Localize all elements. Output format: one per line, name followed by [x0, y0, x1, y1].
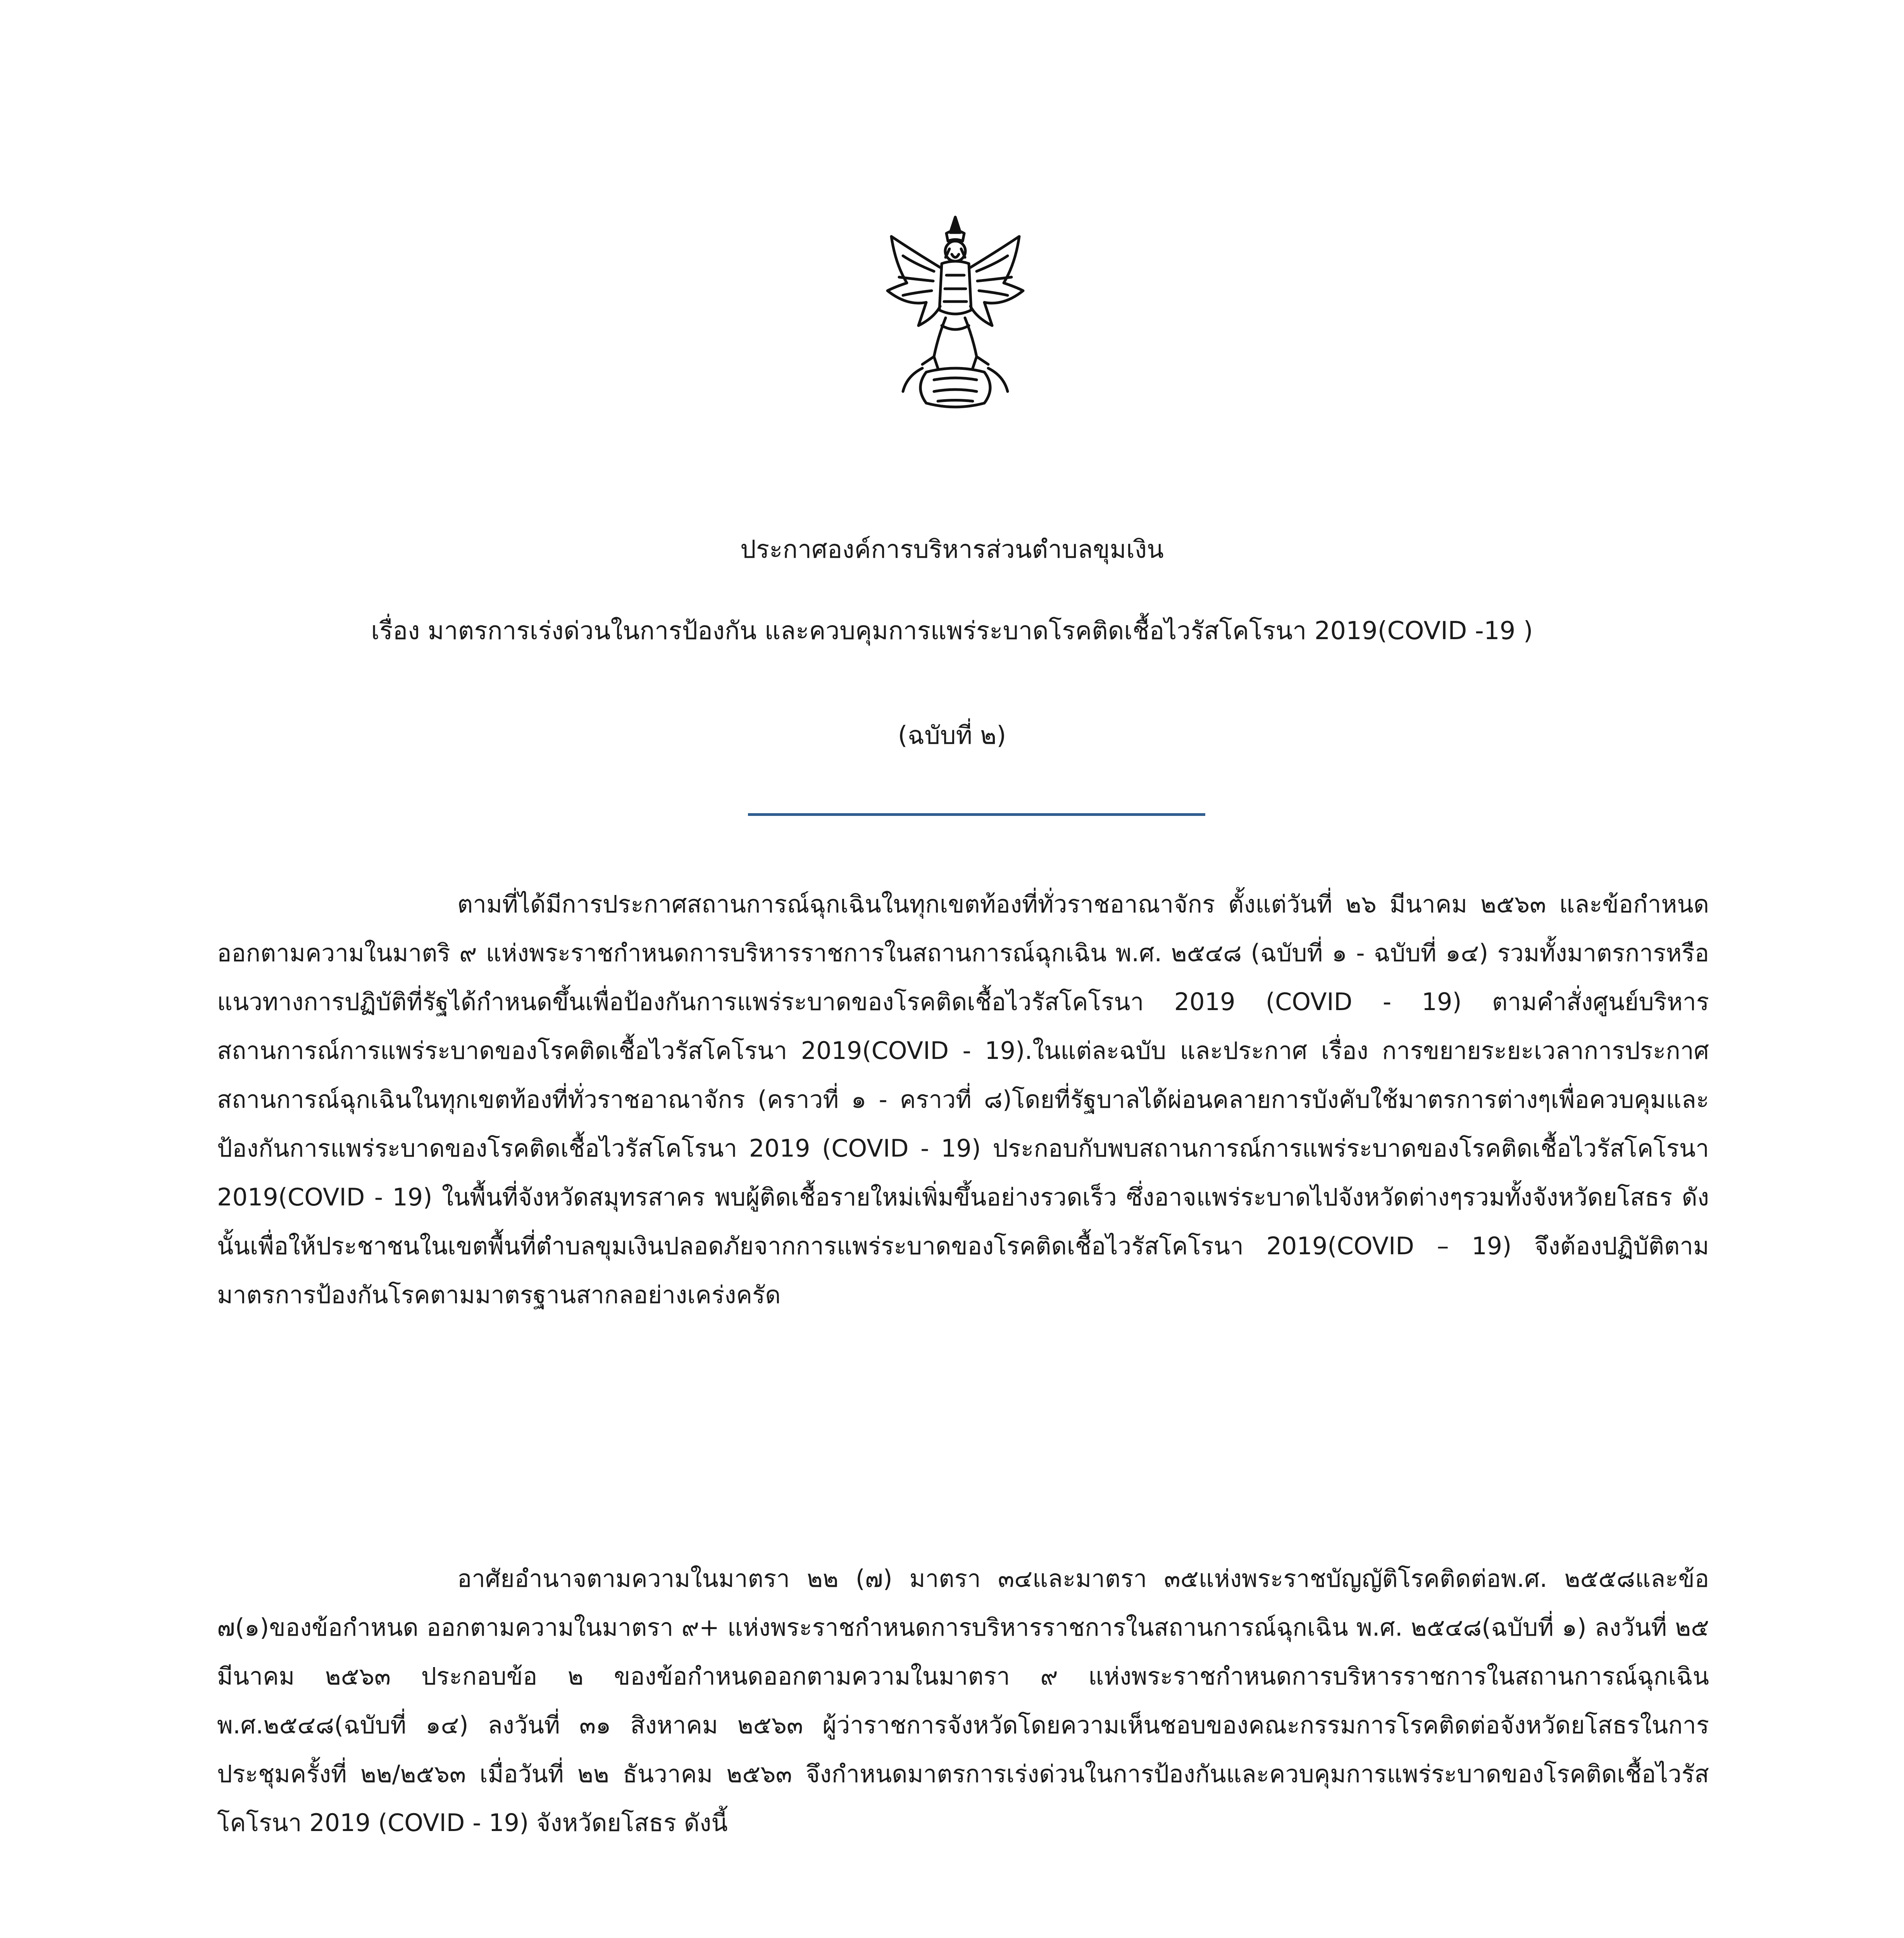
announcement-subject: เรื่อง มาตรการเร่งด่วนในการป้องกัน และควบคุมการแพร่ระบาดโรคติดเชื้อไวรัสโคโรนา 2019(COVID -19 ) [371, 617, 1533, 645]
announcement-edition: (ฉบับที่ ๒) [898, 721, 1006, 750]
title-divider [748, 813, 1205, 816]
paragraph-background: ตามที่ได้มีการประกาศสถานการณ์ฉุกเฉินในทุกเขตท้องที่ทั่วราชอาณาจักร ตั้งแต่วันที่ ๒๖ มีนาคม ๒๕๖๓ และข้อกำหนด ออกตามความในมาตริ ๙ แห่งพระราชกำหนดการบริหารราชการในสถานการณ์ฉุกเฉิน พ.ศ. ๒๕๔๘ (ฉบับที่ ๑ - ฉบับที่ ๑๔) รวมทั้งมาตรการหรือแนวทางการปฏิบัติที่รัฐได้กำหนดขึ้นเพื่อป้องกันการแพร่ระบาดของโรคติดเชื้อไวรัสโคโรนา 2019 (COVID - 19) ตามคำสั่งศูนย์บริหารสถานการณ์การแพร่ระบาดของโรคติดเชื้อไวรัสโคโรนา 2019(COVID - 19).ในแต่ละฉบับ และประกาศ เรื่อง การขยายระยะเวลาการประกาศสถานการณ์ฉุกเฉินในทุกเขตท้องที่ทั่วราชอาณาจักร (คราวที่ ๑ - คราวที่ ๘)โดยที่รัฐบาลได้ผ่อนคลายการบังคับใช้มาตรการต่างๆเพื่อควบคุมและป้องกันการแพร่ระบาดของโรคติดเชื้อไวรัสโคโรนา 2019 (COVID - 19) ประกอบกับพบสถานการณ์การแพร่ระบาดของโรคติดเชื้อไวรัสโคโรนา 2019(COVID - 19) ในพื้นที่จังหวัดสมุทรสาคร พบผู้ติดเชื้อรายใหม่เพิ่มขึ้นอย่างรวดเร็ว ซึ่งอาจแพร่ระบาดไปจังหวัดต่างๆรวมทั้งจังหวัดยโสธร ดังนั้นเพื่อให้ประชาชนในเขตพื้นที่ตำบลขุมเงินปลอดภัยจากการแพร่ระบาดของโรคติดเชื้อไวรัสโคโรนา 2019(COVID – 19) จึงต้องปฏิบัติตามมาตรการป้องกันโรคตามมาตรฐานสากลอย่างเคร่งครัด [217, 890, 1709, 1309]
garuda-emblem-icon [880, 209, 1031, 415]
paragraph-legal-authority: อาศัยอำนาจตามความในมาตรา ๒๒ (๗) มาตรา ๓๔และมาตรา ๓๕แห่งพระราชบัญญัติโรคติดต่อพ.ศ. ๒๕๕๘และข้อ ๗(๑)ของข้อกำหนด ออกตามความในมาตรา ๙+ แห่งพระราชกำหนดการบริหารราชการในสถานการณ์ฉุกเฉิน พ.ศ. ๒๕๔๘(ฉบับที่ ๑) ลงวันที่ ๒๕ มีนาคม ๒๕๖๓ ประกอบข้อ ๒ ของข้อกำหนดออกตามความในมาตรา ๙ แห่งพระราชกำหนดการบริหารราชการในสถานการณ์ฉุกเฉิน พ.ศ.๒๕๔๘(ฉบับที่ ๑๔) ลงวันที่ ๓๑ สิงหาคม ๒๕๖๓ ผู้ว่าราชการจังหวัดโดยความเห็นชอบของคณะกรรมการโรคติดต่อจังหวัดยโสธรในการประชุมครั้งที่ ๒๒/๒๕๖๓ เมื่อวันที่ ๒๒ ธันวาคม ๒๕๖๓ จึงกำหนดมาตรการเร่งด่วนในการป้องกันและควบคุมการแพร่ระบาดของโรคติดเชื้อไวรัสโคโรนา 2019 (COVID - 19) จังหวัดยโสธร ดังนี้ [217, 1564, 1709, 1837]
announcement-issuer: ประกาศองค์การบริหารส่วนตำบลขุมเงิน [740, 535, 1164, 564]
